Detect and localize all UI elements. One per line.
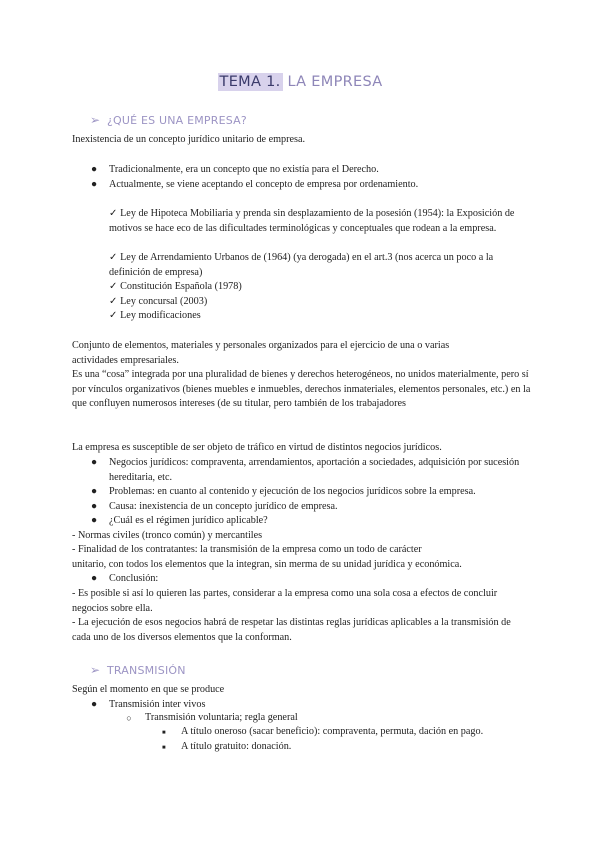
bullet-icon: ● xyxy=(91,486,98,497)
arrow-icon: ➢ xyxy=(90,663,101,677)
bullet-icon: ● xyxy=(91,573,98,584)
transmision-intro: Según el momento en que se produce xyxy=(72,684,225,695)
list-item: Problemas: en cuanto al contenido y ejecución de los negocios jurídicos sobre la empresa. xyxy=(109,486,476,497)
law-item: ✓ Constitución Española (1978) xyxy=(109,281,242,292)
section-heading-text: TRANSMISIÓN xyxy=(106,664,186,677)
conclusion-item: Conclusión: xyxy=(109,573,159,584)
law-item: ✓ Ley modificaciones xyxy=(109,310,201,321)
bullet-icon: ● xyxy=(91,699,98,710)
cosa-text: Es una “cosa” integrada por una pluralidad de bienes y derechos heterogéneos, no unidos materialmente, pero sí por vínculos organizativos (bienes muebles e inmuebles, derechos inmateriales, elementos personales, etc.) en la que confluyen numerosos intereses (de su titular, pero también de los trabajadores xyxy=(72,369,531,410)
list-item: Causa: inexistencia de un concepto jurídico de empresa. xyxy=(109,501,338,512)
arrow-icon: ➢ xyxy=(90,113,101,127)
bullet-icon: ● xyxy=(91,501,98,512)
list-item: Actualmente, se viene aceptando el concepto de empresa por ordenamiento. xyxy=(109,179,419,190)
ejecucion-text: - La ejecución de esos negocios habrá de respetar las distintas reglas jurídicas aplicables a la transmisión de cada uno de los diversos elementos que la conforman. xyxy=(72,617,511,643)
page-title xyxy=(0,74,600,90)
finalidad-text-cont: unitario, con todos los elementos que la integran, sin merma de su unidad jurídica y económica. xyxy=(72,559,462,570)
bullet-icon: ● xyxy=(91,179,98,190)
law-item: ✓ Ley de Hipoteca Mobiliaria y prenda sin desplazamiento de la posesión (1954): la Exposición de motivos se hace eco de las dificultades terminológicas y conceptuales que rodean a la empresa. xyxy=(109,208,515,234)
bullet-icon: ● xyxy=(91,164,98,175)
intro-text: Inexistencia de un concepto jurídico unitario de empresa. xyxy=(72,134,306,145)
section-heading-text: ¿QUÉ ES UNA EMPRESA? xyxy=(106,114,247,127)
trafico-text: La empresa es susceptible de ser objeto de tráfico en virtud de distintos negocios jurídicos. xyxy=(72,442,442,453)
bullet-icon: ● xyxy=(91,457,98,468)
list-item: ¿Cuál es el régimen jurídico aplicable? xyxy=(109,515,268,526)
circle-bullet-icon: ○ xyxy=(126,713,132,723)
list-item: Tradicionalmente, era un concepto que no existía para el Derecho. xyxy=(109,164,379,175)
list-item: Transmisión voluntaria; regla general xyxy=(145,712,298,723)
list-item: A título gratuito: donación. xyxy=(181,741,292,752)
square-bullet-icon: ■ xyxy=(162,730,166,736)
law-item: ✓ Ley concursal (2003) xyxy=(109,296,208,307)
normas-text: - Normas civiles (tronco común) y mercantiles xyxy=(72,530,263,541)
square-bullet-icon: ■ xyxy=(162,745,166,751)
section-heading-transmision xyxy=(90,663,186,677)
list-item: A título oneroso (sacar beneficio): compraventa, permuta, dación en pago. xyxy=(181,726,484,737)
section-heading-empresa xyxy=(90,113,247,127)
definition-text: Conjunto de elementos, materiales y personales organizados para el ejercicio de una o varias actividades empresariales. xyxy=(72,340,450,366)
list-item: Transmisión inter vivos xyxy=(109,699,206,710)
posible-text: - Es posible si así lo quieren las partes, considerar a la empresa como una sola cosa a efectos de concluir negocios sobre ella. xyxy=(72,588,498,614)
finalidad-text: - Finalidad de los contratantes: la transmisión de la empresa como un todo de carácter xyxy=(72,544,422,555)
law-item: ✓ Ley de Arrendamiento Urbanos de (1964) (ya derogada) en el art.3 (nos acerca un poco a la definición de empresa) xyxy=(109,252,494,278)
title-rest: LA EMPRESA xyxy=(287,74,383,90)
list-item: Negocios jurídicos: compraventa, arrendamientos, aportación a sociedades, adquisición por sucesión hereditaria, etc. xyxy=(109,457,520,483)
title-highlight: TEMA 1. xyxy=(219,74,281,90)
bullet-icon: ● xyxy=(91,515,98,526)
